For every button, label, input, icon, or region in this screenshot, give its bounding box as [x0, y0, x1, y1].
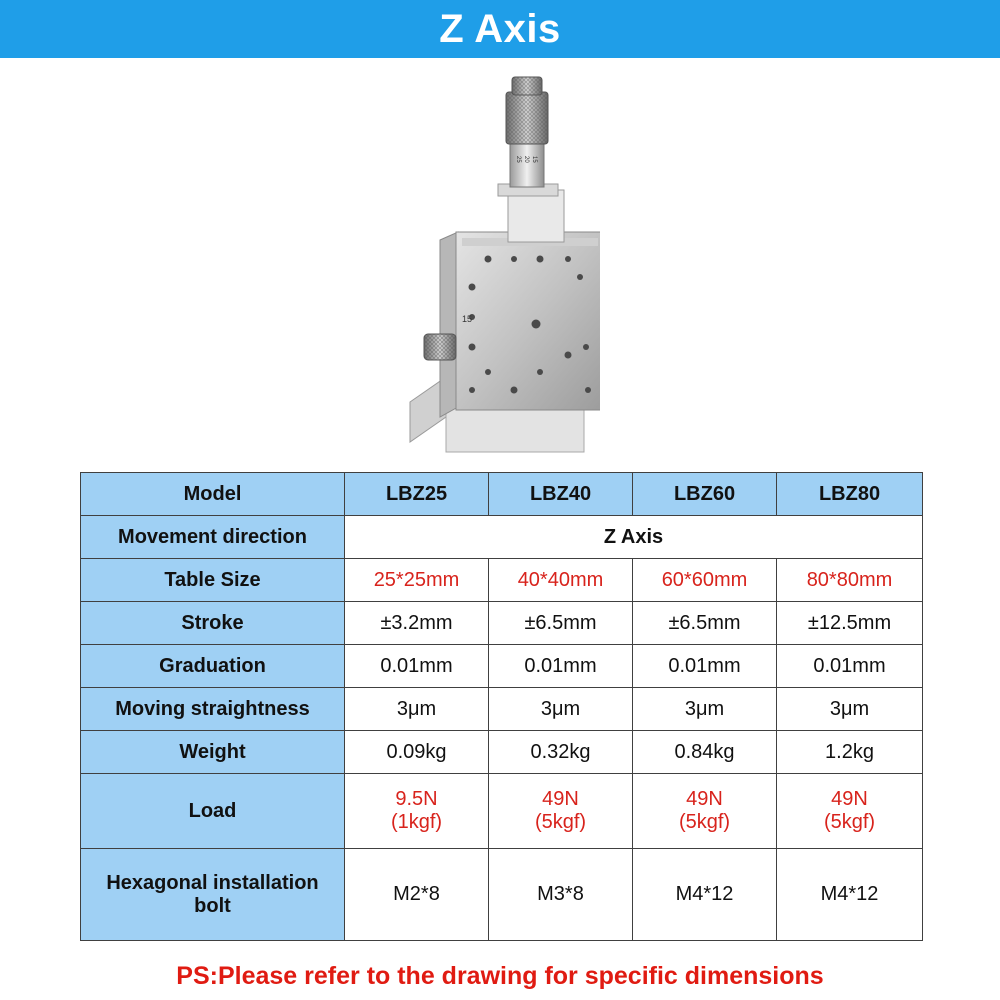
table-cell: 0.32kg: [489, 731, 633, 774]
micrometer-holder: [508, 190, 564, 242]
row-label: Load: [81, 774, 345, 849]
svg-text:15: 15: [531, 156, 537, 163]
table-cell: 0.01mm: [777, 645, 923, 688]
table-cell: ±12.5mm: [777, 602, 923, 645]
table-cell: 49N (5kgf): [777, 774, 923, 849]
table-cell: 3μm: [489, 688, 633, 731]
table-row: [81, 645, 923, 688]
table-row: [81, 849, 923, 941]
row-label: Table Size: [81, 559, 345, 602]
row-label: Graduation: [81, 645, 345, 688]
table-row: [81, 731, 923, 774]
table-cell: 49N (5kgf): [633, 774, 777, 849]
micrometer-barrel: [510, 142, 544, 187]
table-cell: 40*40mm: [489, 559, 633, 602]
table-cell: ±3.2mm: [345, 602, 489, 645]
stage-table: [456, 232, 600, 410]
table-row: [81, 473, 923, 516]
page-title: Z Axis: [439, 6, 561, 51]
table-cell: M4*12: [633, 849, 777, 941]
header-lbz60: LBZ60: [633, 473, 777, 516]
header-lbz25: LBZ25: [345, 473, 489, 516]
table-cell: 0.09kg: [345, 731, 489, 774]
product-image: [400, 72, 600, 457]
table-cell: 60*60mm: [633, 559, 777, 602]
table-cell: 80*80mm: [777, 559, 923, 602]
header-lbz40: LBZ40: [489, 473, 633, 516]
table-cell: 0.01mm: [345, 645, 489, 688]
header-lbz80: LBZ80: [777, 473, 923, 516]
svg-text:20: 20: [523, 156, 529, 163]
table-cell: 0.01mm: [489, 645, 633, 688]
row-label: Stroke: [81, 602, 345, 645]
side-plate: [440, 232, 458, 417]
table-cell: 25*25mm: [345, 559, 489, 602]
table-row: [81, 774, 923, 849]
table-row: [81, 602, 923, 645]
movement-direction-value: Z Axis: [345, 516, 923, 559]
row-label: Weight: [81, 731, 345, 774]
table-cell: 0.01mm: [633, 645, 777, 688]
table-cell: 3μm: [633, 688, 777, 731]
title-banner: [0, 0, 1000, 58]
svg-text:15: 15: [462, 314, 473, 324]
table-cell: 3μm: [345, 688, 489, 731]
table-row: [81, 559, 923, 602]
table-cell: M4*12: [777, 849, 923, 941]
svg-text:25: 25: [515, 156, 521, 163]
table-cell: 3μm: [777, 688, 923, 731]
table-cell: 9.5N (1kgf): [345, 774, 489, 849]
table-cell: ±6.5mm: [489, 602, 633, 645]
footnote: PS:Please refer to the drawing for specific dimensions: [176, 962, 824, 990]
table-cell: 0.84kg: [633, 731, 777, 774]
table-row: [81, 516, 923, 559]
row-label: Moving straightness: [81, 688, 345, 731]
table-cell: M3*8: [489, 849, 633, 941]
spec-table: [80, 472, 923, 941]
header-model: Model: [81, 473, 345, 516]
row-label: Movement direction: [81, 516, 345, 559]
table-row: [81, 688, 923, 731]
row-label: Hexagonal installation bolt: [81, 849, 345, 941]
table-cell: M2*8: [345, 849, 489, 941]
z-axis-stage-illustration: [400, 72, 600, 457]
table-cell: 1.2kg: [777, 731, 923, 774]
table-cell: ±6.5mm: [633, 602, 777, 645]
table-cell: 49N (5kgf): [489, 774, 633, 849]
